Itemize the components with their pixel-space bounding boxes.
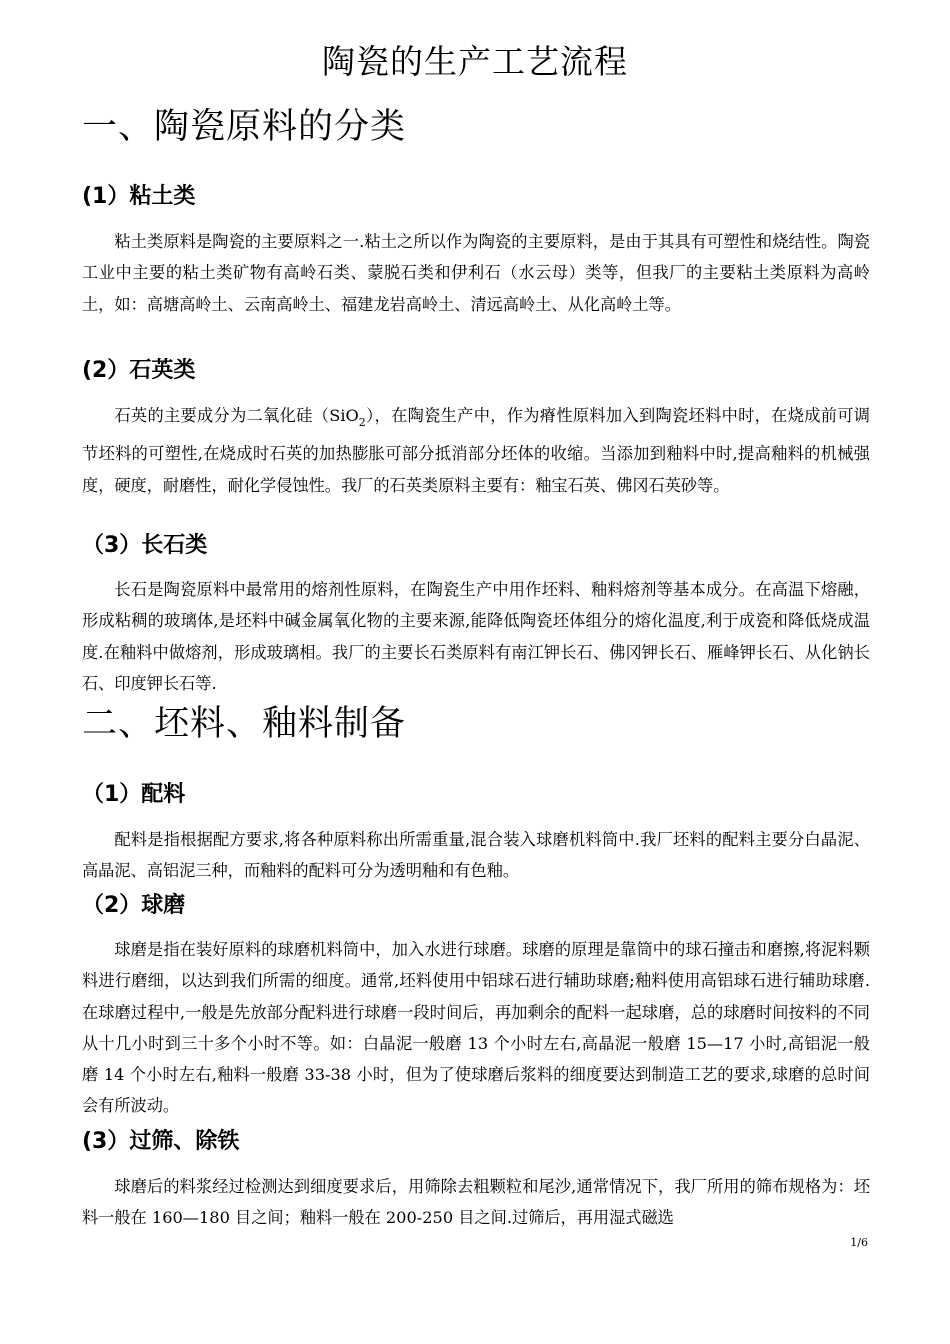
paragraph-quartz [82,400,870,501]
paragraph-batching-text: 配料是指根据配方要求,将各种原料称出所需重量,混合装入球磨机料筒中.我厂坯料的配料主要分白晶泥、高晶泥、高铝泥三种，而釉料的配料可分为透明釉和有色釉。 [82,830,870,881]
subheading-quartz: (2）石英类 [82,358,196,383]
subheading-feldspar: （3）长石类 [82,533,208,558]
paragraph-batching [82,824,870,887]
subheading-batching: （1）配料 [82,782,186,807]
paragraph-quartz-text-b: ），在陶瓷生产中，作为瘠性原料加入到陶瓷坯料中时，在烧成前可调节坯料的可塑性,在烧成时石英的加热膨胀可部分抵消部分坯体的收缩。当添加到釉料中时,提高釉料的机械强度，硬度，耐磨性，耐化学侵蚀性。我厂的石英类原料主要有：釉宝石英、佛冈石英砂等。 [82,406,870,495]
subheading-ball-milling: （2）球磨 [82,893,186,918]
page-number: 1/6 [850,1236,868,1249]
paragraph-ball-milling [82,934,870,1122]
paragraph-clay [82,226,870,320]
paragraph-sieving-text: 球磨后的料浆经过检测达到细度要求后，用筛除去粗颗粒和尾沙,通常情况下，我厂所用的筛布规格为：坯料一般在 160—180 目之间；釉料一般在 200-250 目之间.过筛后，再用湿式磁选 [82,1177,870,1228]
section-heading-preparation: 二、坯料、釉料制备 [82,704,407,744]
paragraph-clay-text: 粘土类原料是陶瓷的主要原料之一.粘土之所以作为陶瓷的主要原料，是由于其具有可塑性和烧结性。陶瓷工业中主要的粘土类矿物有高岭石类、蒙脱石类和伊利石（水云母）类等，但我厂的主要粘土类原料为高岭土，如：高塘高岭土、云南高岭土、福建龙岩高岭土、清远高岭土、从化高岭土等。 [82,232,870,314]
subheading-clay: (1）粘土类 [82,184,196,209]
paragraph-ball-milling-text: 球磨是指在装好原料的球磨机料筒中，加入水进行球磨。球磨的原理是靠筒中的球石撞击和磨擦,将泥料颗料进行磨细，以达到我们所需的细度。通常,坯料使用中铝球石进行辅助球磨;釉料使用高铝球石进行辅助球磨.在球磨过程中,一般是先放部分配料进行球磨一段时间后，再加剩余的配料一起球磨，总的球磨时间按料的不同从十几小时到三十多个小时不等。如：白晶泥一般磨 13 个小时左右,高晶泥一般磨 15—17 小时,高铝泥一般磨 14 个小时左右,釉料一般磨 33-38 小时，但为了使球磨后浆料的细度要达到制造工艺的要求,球磨的总时间会有所波动。 [82,940,870,1116]
document-title: 陶瓷的生产工艺流程 [322,42,628,81]
subscript-2: 2 [358,416,366,429]
paragraph-feldspar [82,574,870,699]
paragraph-quartz-text-a: 石英的主要成分为二氧化硅（SiO [114,406,359,425]
section-heading-materials: 一、陶瓷原料的分类 [82,107,407,147]
paragraph-feldspar-text: 长石是陶瓷原料中最常用的熔剂性原料，在陶瓷生产中用作坯料、釉料熔剂等基本成分。在高温下熔融，形成粘稠的玻璃体,是坯料中碱金属氧化物的主要来源,能降低陶瓷坯体组分的熔化温度,利于成瓷和降低烧成温度.在釉料中做熔剂，形成玻璃相。我厂的主要长石类原料有南江钾长石、佛冈钾长石、雁峰钾长石、从化钠长石、印度钾长石等. [82,580,870,693]
paragraph-sieving [82,1171,870,1234]
subheading-sieving: (3）过筛、除铁 [82,1129,240,1154]
